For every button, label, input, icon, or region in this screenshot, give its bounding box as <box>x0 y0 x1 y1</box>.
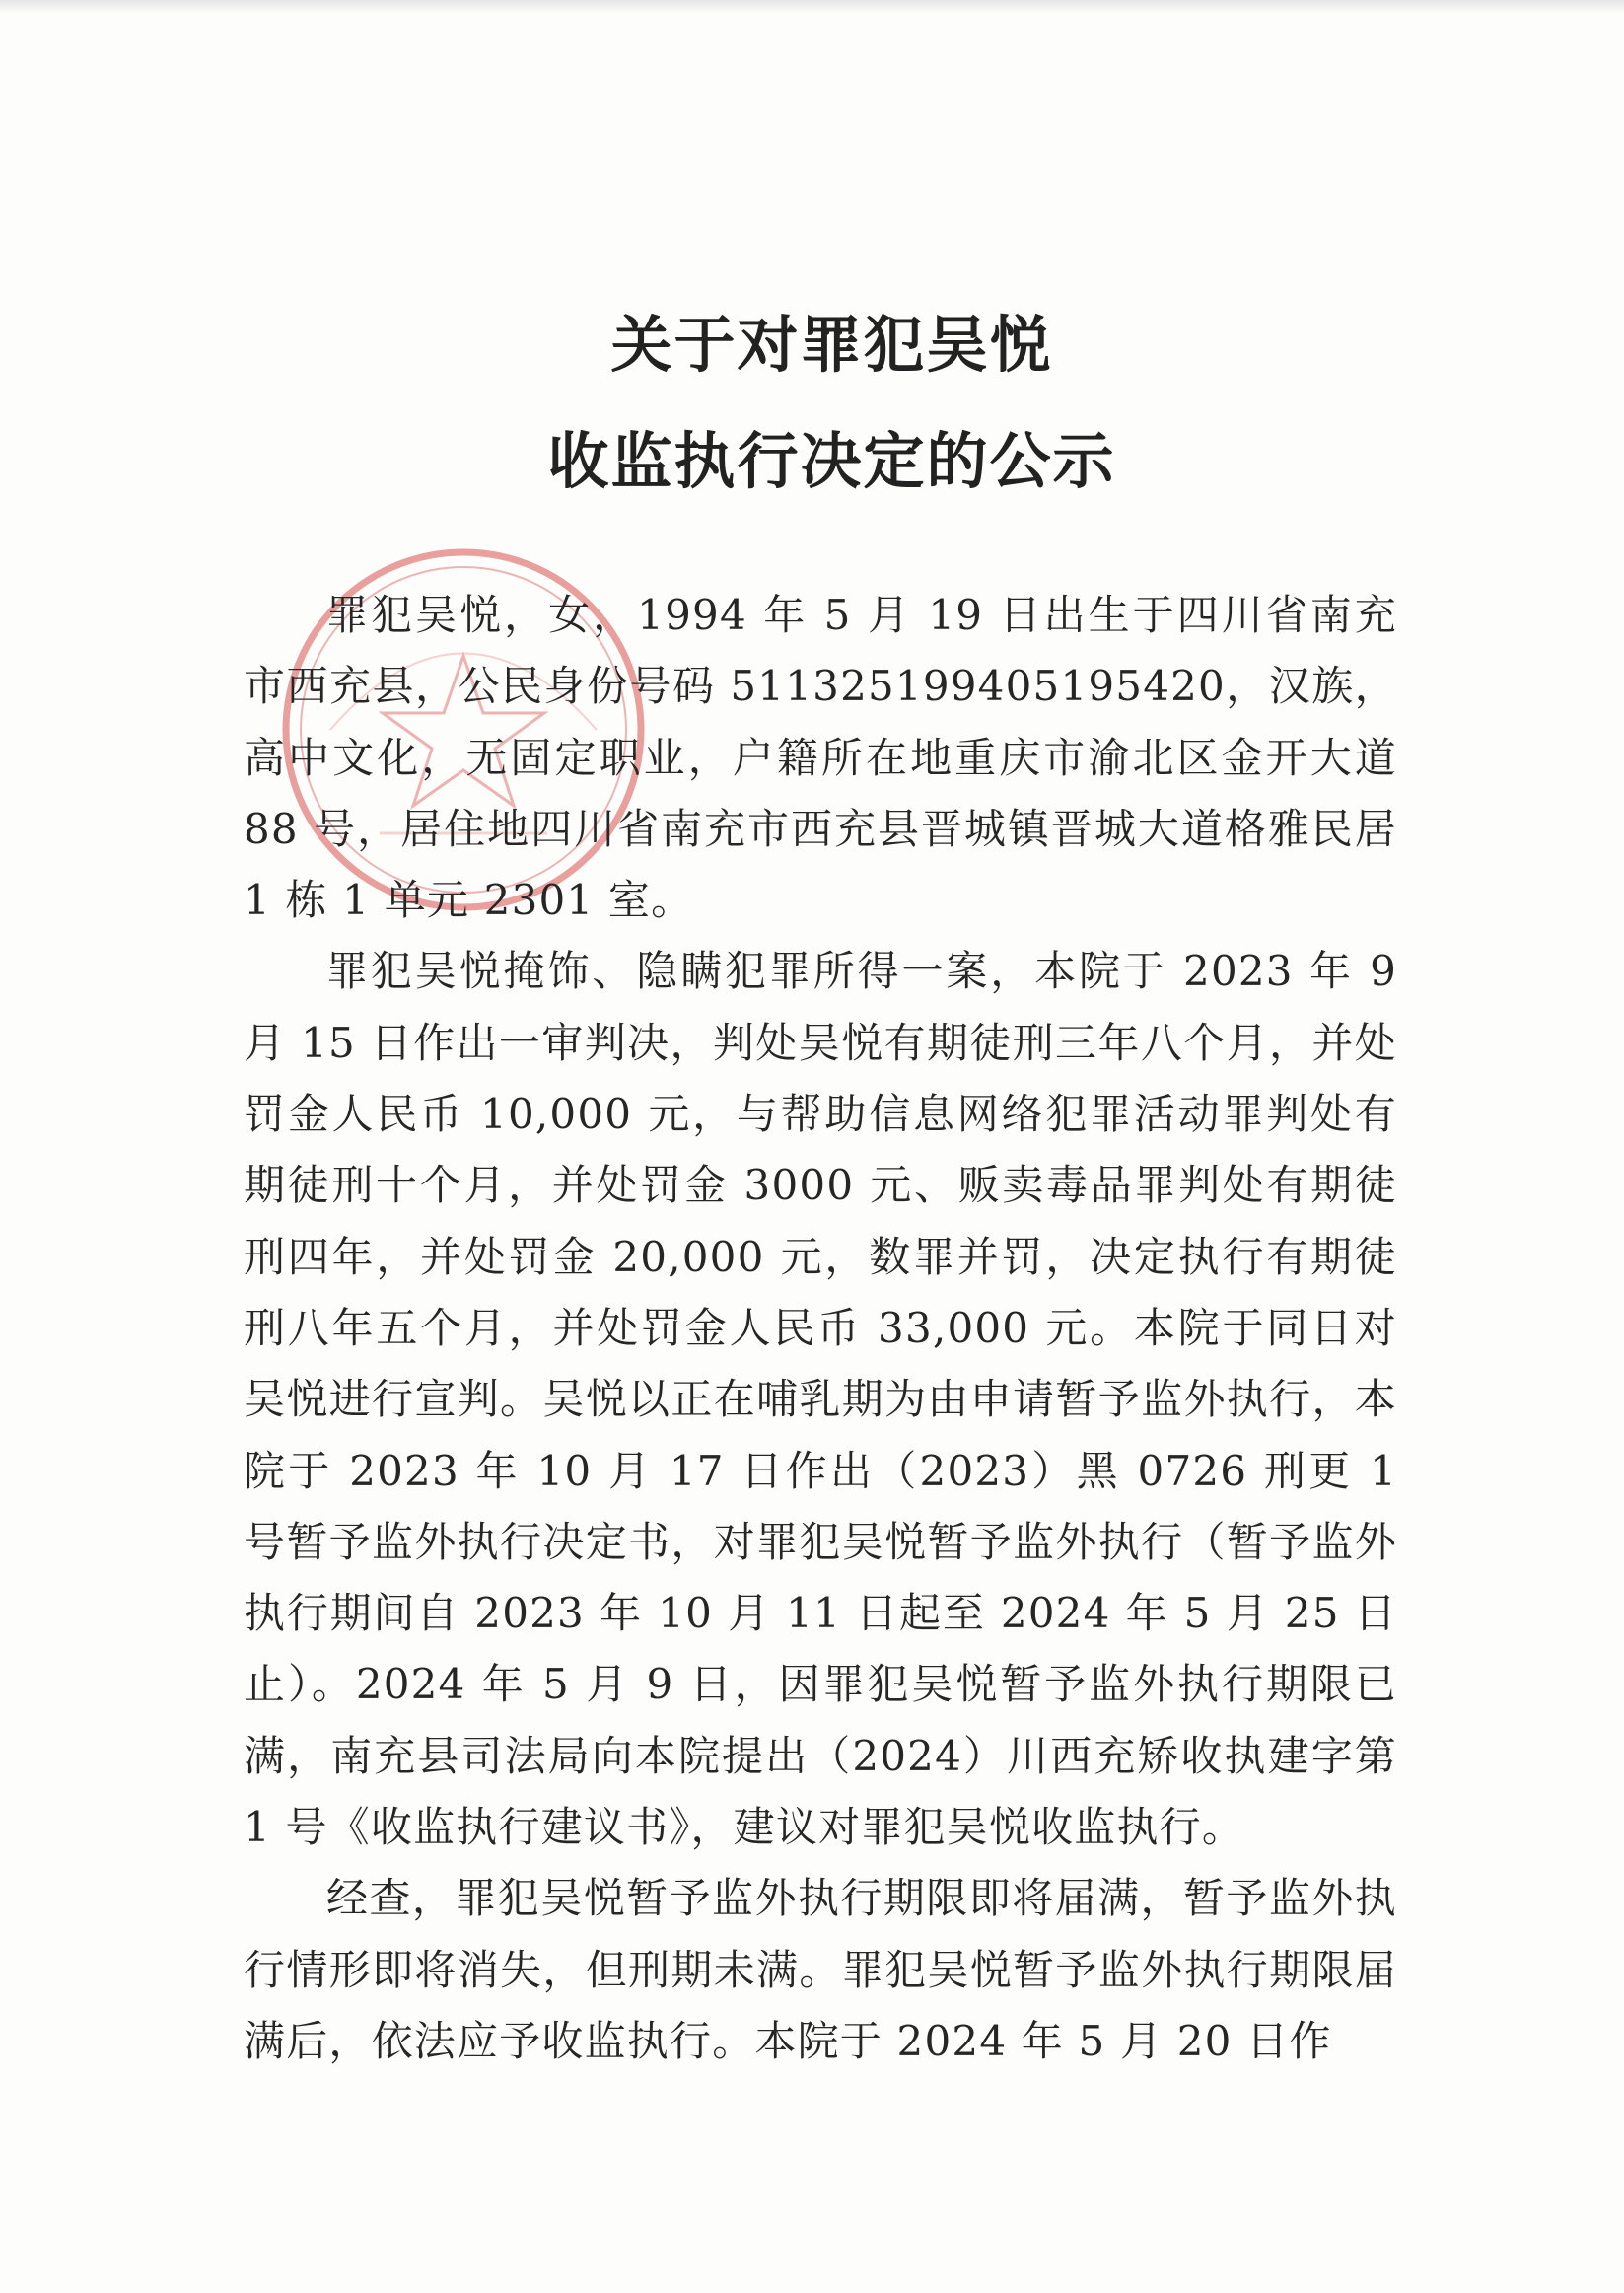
paragraph-1: 罪犯吴悦，女，1994 年 5 月 19 日出生于四川省南充市西充县，公民身份号码 511325199405195420，汉族，高中文化，无固定职业，户籍所在地重庆市渝北区金开大道 88 号，居住地四川省南充市西充县晋城镇晋城大道格雅民居 1 栋 1 单元 2301 室。 <box>244 591 1397 925</box>
paragraph-3: 经查，罪犯吴悦暂予监外执行期限即将届满，暂予监外执行情形即将消失，但刑期未满。罪犯吴悦暂予监外执行期限届满后，依法应予收监执行。本院于 2024 年 5 月 20 日作 <box>244 1874 1397 2065</box>
document-title-line-1: 关于对罪犯吴悦 <box>610 309 1053 381</box>
paragraph-2: 罪犯吴悦掩饰、隐瞒犯罪所得一案，本院于 2023 年 9 月 15 日作出一审判决，判处吴悦有期徒刑三年八个月，并处罚金人民币 10,000 元，与帮助信息网络犯罪活动罪判处有期徒刑十个月，并处罚金 3000 元、贩卖毒品罪判处有期徒刑四年，并处罚金 20,000 元，数罪并罚，决定执行有期徒刑八年五个月，并处罚金人民币 33,000 元。本院于同日对吴悦进行宣判。吴悦以正在哺乳期为由申请暂予监外执行，本院于 2023 年 10 月 17 日作出（2023）黑 0726 刑更 1 号暂予监外执行决定书，对罪犯吴悦暂予监外执行（暂予监外执行期间自 2023 年 10 月 11 日起至 2024 年 5 月 25 日止）。2024 年 5 月 9 日，因罪犯吴悦暂予监外执行期限已满，南充县司法局向本院提出（2024）川西充矫收执建字第 1 号《收监执行建议书》，建议对罪犯吴悦收监执行。 <box>244 947 1397 1852</box>
document-title-line-2: 收监执行决定的公示 <box>547 425 1116 497</box>
document-body <box>244 580 1397 2077</box>
scan-edge <box>0 0 1624 14</box>
